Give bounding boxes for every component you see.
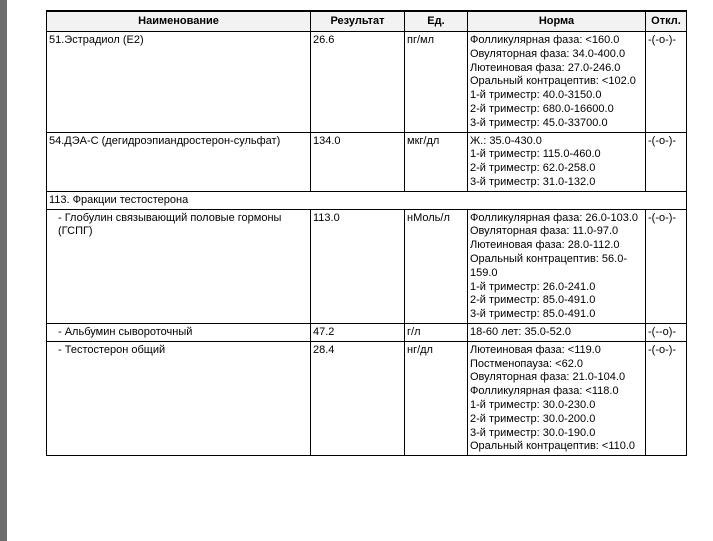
- table-row: [47, 323, 687, 341]
- test-result: 113.0: [311, 209, 405, 323]
- test-norm: [468, 32, 646, 133]
- norm-line: 1-й триместр: 26.0-241.0: [470, 280, 596, 293]
- test-unit: нМоль/л: [405, 209, 468, 323]
- test-unit: г/л: [405, 323, 468, 341]
- table-row: [47, 132, 687, 191]
- norm-line: Фолликулярная фаза: <118.0: [470, 385, 619, 398]
- test-norm: [468, 323, 646, 341]
- test-norm: [468, 341, 646, 455]
- test-name: [47, 209, 311, 323]
- test-deviation: -(-о-)-: [646, 32, 687, 133]
- norm-line: Ж.: 35.0-430.0: [470, 134, 542, 147]
- norm-line: 2-й триместр: 680.0-16600.0: [470, 102, 614, 115]
- test-deviation: -(-о-)-: [646, 132, 687, 191]
- lab-results-table: [46, 10, 687, 456]
- table-row: [47, 341, 687, 455]
- test-norm: [468, 132, 646, 191]
- test-norm: [468, 209, 646, 323]
- group-header-row: [47, 191, 687, 209]
- norm-line: Овуляторная фаза: 21.0-104.0: [470, 371, 626, 384]
- table-row: [47, 32, 687, 133]
- norm-line: Овуляторная фаза: 34.0-400.0: [470, 47, 626, 60]
- group-title: 113. Фракции тестостерона: [47, 191, 687, 209]
- norm-line: Лютеиновая фаза: 27.0-246.0: [470, 61, 621, 74]
- norm-line: Овуляторная фаза: 11.0-97.0: [470, 225, 619, 238]
- header-norm: Норма: [468, 11, 646, 32]
- norm-line: 3-й триместр: 30.0-190.0: [470, 426, 596, 439]
- norm-line: Фолликулярная фаза: 26.0-103.0: [470, 211, 639, 224]
- norm-line: 3-й триместр: 85.0-491.0: [470, 308, 596, 321]
- test-result: 28.4: [311, 341, 405, 455]
- norm-line: 3-й триместр: 45.0-33700.0: [470, 116, 608, 129]
- test-result: 134.0: [311, 132, 405, 191]
- test-name-text: - Глобулин связывающий половые гормоны (ГСПГ): [58, 211, 282, 238]
- table-row: [47, 209, 687, 323]
- test-result: 26.6: [311, 32, 405, 133]
- norm-line: 2-й триместр: 30.0-200.0: [470, 412, 596, 425]
- norm-line: 3-й триместр: 31.0-132.0: [470, 175, 596, 188]
- norm-line: 18-60 лет: 35.0-52.0: [470, 325, 571, 338]
- norm-line: 1-й триместр: 40.0-3150.0: [470, 89, 602, 102]
- table-header-row: [47, 11, 687, 32]
- test-name: - Альбумин сывороточный: [47, 323, 311, 341]
- norm-line: 2-й триместр: 62.0-258.0: [470, 162, 596, 175]
- norm-line: Постменопауза: <62.0: [470, 357, 583, 370]
- norm-line: 1-й триместр: 115.0-460.0: [470, 148, 601, 161]
- norm-line: 2-й триместр: 85.0-491.0: [470, 294, 596, 307]
- header-result: Результат: [311, 11, 405, 32]
- test-unit: нг/дл: [405, 341, 468, 455]
- test-result: 47.2: [311, 323, 405, 341]
- header-name: Наименование: [47, 11, 311, 32]
- norm-line: Оральный контрацептив: <110.0: [470, 440, 636, 453]
- test-name: 51.Эстрадиол (Е2): [47, 32, 311, 133]
- header-deviation: Откл.: [646, 11, 687, 32]
- test-deviation: -(-о-)-: [646, 341, 687, 455]
- header-unit: Ед.: [405, 11, 468, 32]
- norm-line: Лютеиновая фаза: 28.0-112.0: [470, 239, 620, 252]
- test-unit: мкг/дл: [405, 132, 468, 191]
- norm-line: Фолликулярная фаза: <160.0: [470, 34, 620, 46]
- test-deviation: -(-о-)-: [646, 209, 687, 323]
- left-edge-bar: [0, 0, 7, 541]
- norm-line: Лютеиновая фаза: <119.0: [470, 343, 601, 356]
- test-name: - Тестостерон общий: [47, 341, 311, 455]
- norm-line: Оральный контрацептив: <102.0: [470, 75, 636, 88]
- norm-line: 1-й триместр: 30.0-230.0: [470, 398, 596, 411]
- test-name: 54.ДЭА-С (дегидроэпиандростерон-сульфат): [47, 132, 311, 191]
- norm-line: 159.0: [470, 266, 498, 279]
- test-unit: пг/мл: [405, 32, 468, 133]
- test-deviation: -(--о)-: [646, 323, 687, 341]
- norm-line: Оральный контрацептив: 56.0-: [470, 252, 627, 265]
